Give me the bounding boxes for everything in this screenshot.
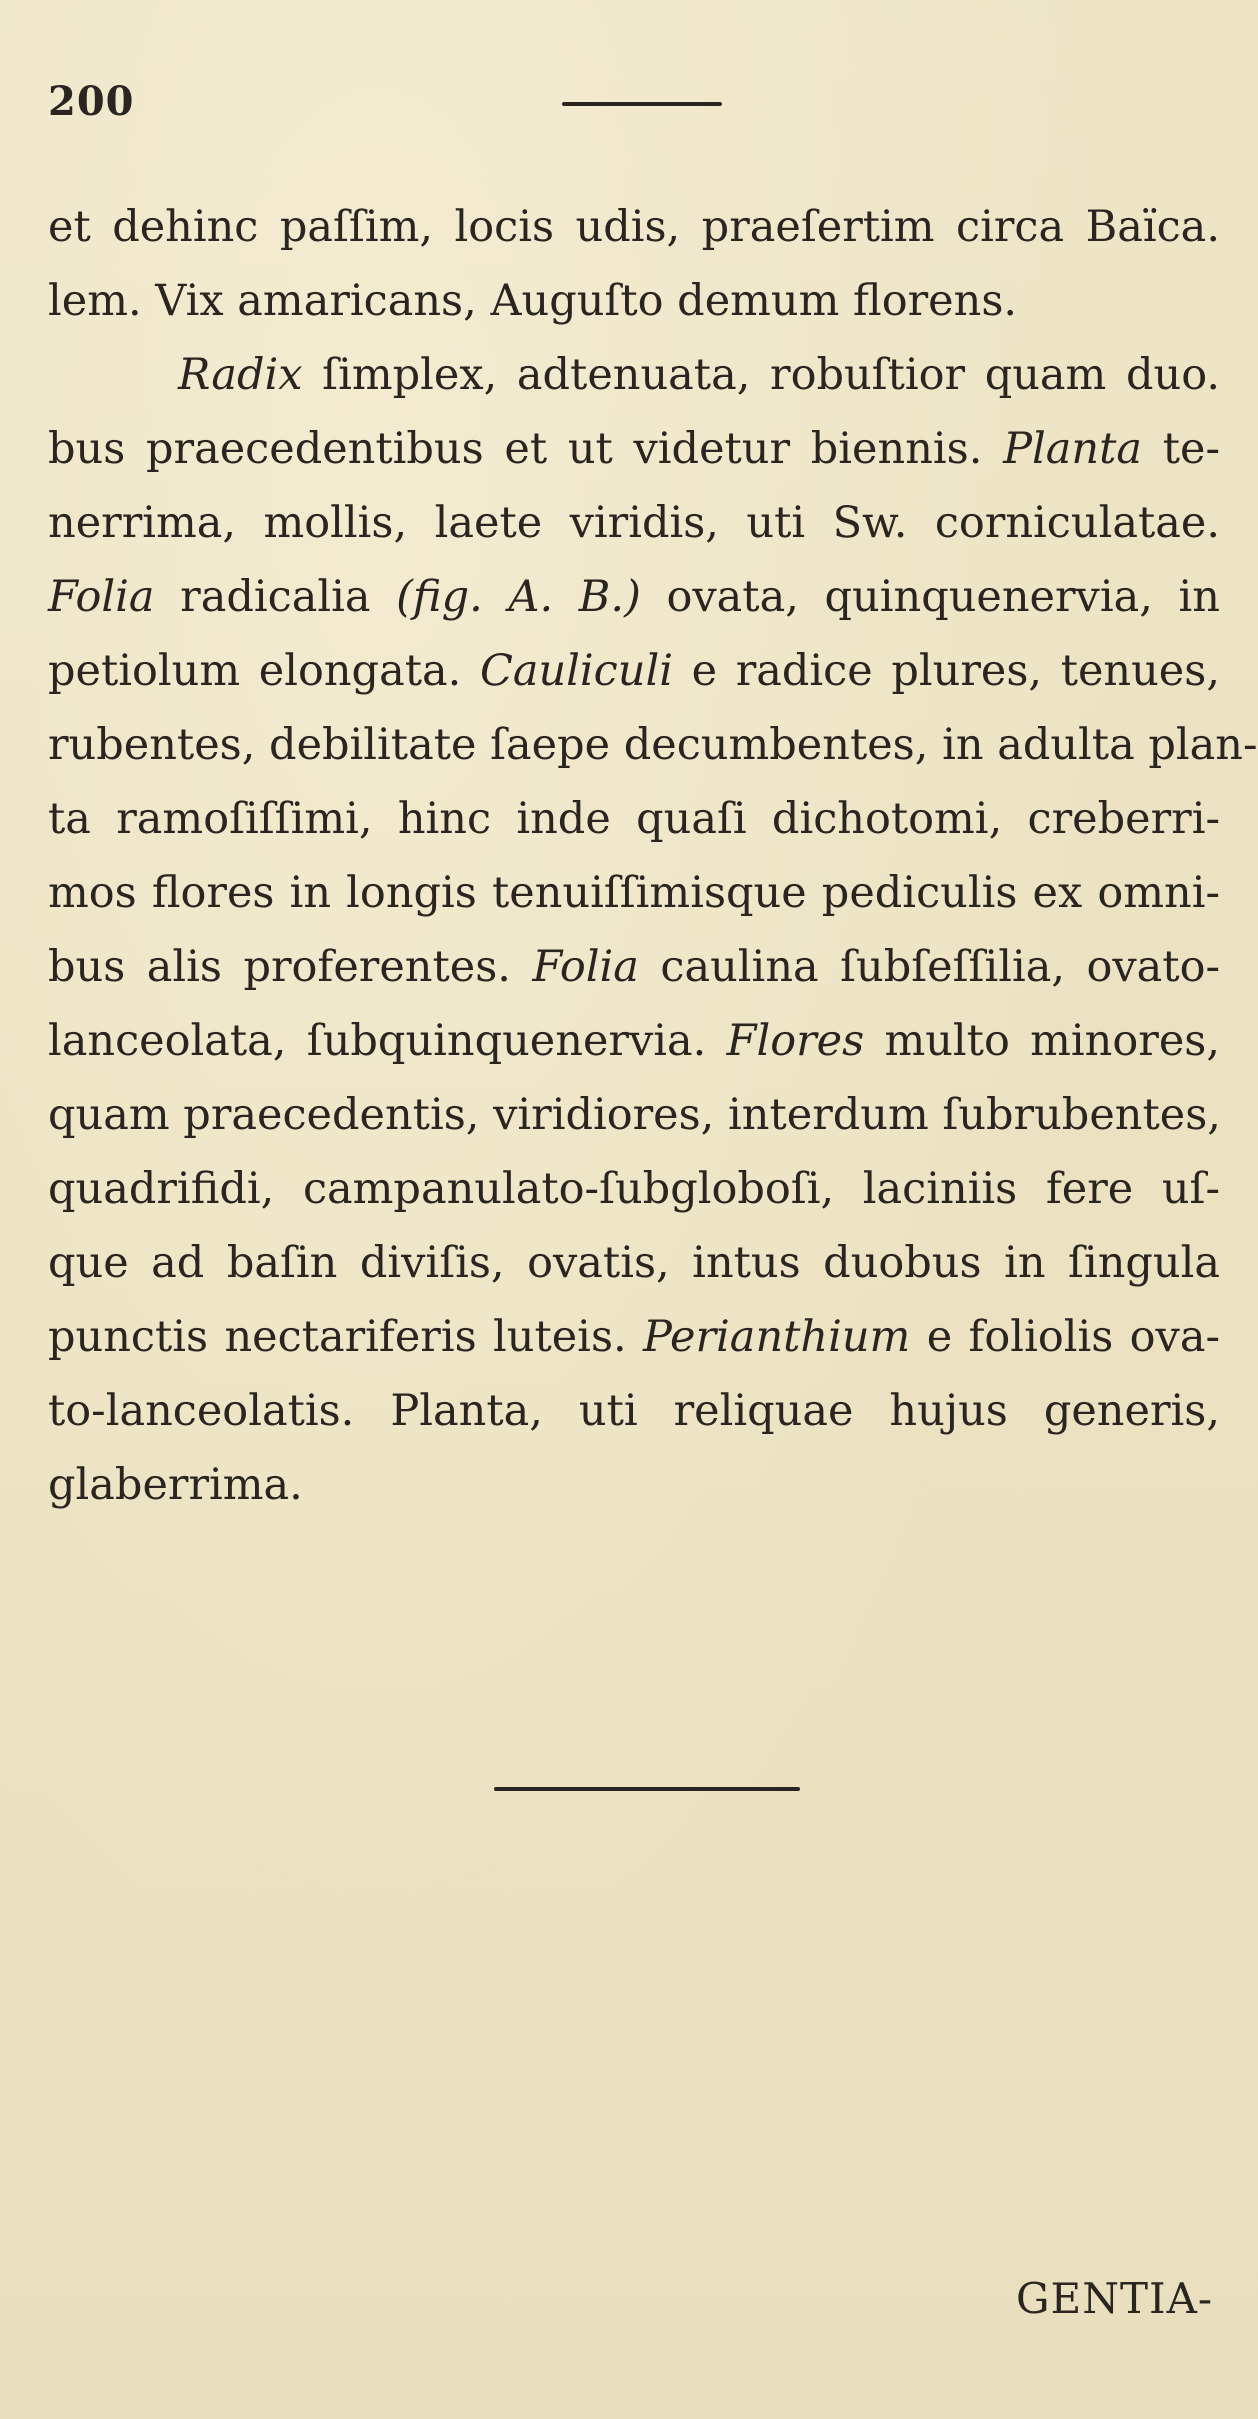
text-line bbox=[48, 412, 1220, 486]
text-segment: multo minores, bbox=[864, 1016, 1221, 1066]
catchword: GENTIA- bbox=[1016, 2274, 1214, 2323]
text-line bbox=[48, 1226, 1220, 1300]
italic-term: (fig. A. B.) bbox=[396, 572, 641, 622]
text-line bbox=[48, 1152, 1220, 1226]
text-line bbox=[48, 560, 1220, 634]
italic-term: Cauliculi bbox=[479, 646, 673, 696]
text-segment: et dehinc paſſim, locis udis, praeſertim circa Baïca. bbox=[48, 202, 1220, 252]
text-line bbox=[48, 1004, 1220, 1078]
text-segment: lanceolata, ſubquinquenervia. bbox=[48, 1016, 727, 1066]
italic-term: Folia bbox=[48, 572, 155, 622]
italic-term: Folia bbox=[532, 942, 639, 992]
text-segment: que ad baſin diviſis, ovatis, intus duobus in ſingula bbox=[48, 1238, 1220, 1288]
text-line bbox=[48, 486, 1220, 560]
text-line bbox=[48, 338, 1220, 412]
text-segment: lem. Vix amaricans, Auguſto demum florens. bbox=[48, 276, 1018, 326]
text-segment: to-lanceolatis. Planta, uti reliquae hujus generis, bbox=[48, 1386, 1220, 1436]
text-segment: e foliolis ova- bbox=[910, 1312, 1220, 1362]
text-line bbox=[48, 1078, 1220, 1152]
text-segment: quadrifidi, campanulato-ſubgloboſi, laciniis fere uſ- bbox=[48, 1164, 1220, 1214]
text-line bbox=[48, 190, 1220, 264]
text-line bbox=[48, 1448, 1220, 1522]
end-rule bbox=[494, 1787, 800, 1791]
italic-term: Perianthium bbox=[643, 1312, 911, 1362]
text-line bbox=[48, 930, 1220, 1004]
text-line bbox=[48, 708, 1258, 782]
text-line bbox=[48, 634, 1220, 708]
text-segment: bus alis proferentes. bbox=[48, 942, 533, 992]
text-line bbox=[48, 264, 1220, 338]
text-segment: glaberrima. bbox=[48, 1460, 303, 1510]
text-segment: rubentes, debilitate ſaepe decumbentes, in adulta plan- bbox=[48, 720, 1258, 770]
text-segment: punctis nectariferis luteis. bbox=[48, 1312, 644, 1362]
page-number: 200 bbox=[48, 78, 135, 125]
text-segment: nerrima, mollis, laete viridis, uti Sw. corniculatae. bbox=[48, 498, 1220, 548]
text-segment: quam praecedentis, viridiores, interdum ſubrubentes, bbox=[48, 1090, 1221, 1140]
text-segment: te- bbox=[1142, 424, 1220, 474]
text-segment: petiolum elongata. bbox=[48, 646, 480, 696]
italic-term: Radix bbox=[178, 350, 303, 400]
text-segment: radicalia bbox=[154, 572, 397, 622]
text-line bbox=[48, 1374, 1220, 1448]
text-segment: mos flores in longis tenuiſſimisque pediculis ex omni- bbox=[48, 868, 1220, 918]
header-rule bbox=[562, 102, 722, 106]
text-segment: ovata, quinquenervia, in bbox=[640, 572, 1220, 622]
text-segment: bus praecedentibus et ut videtur biennis. bbox=[48, 424, 1004, 474]
body-text bbox=[48, 190, 1258, 1522]
text-segment: e radice plures, tenues, bbox=[672, 646, 1220, 696]
text-line bbox=[48, 782, 1220, 856]
text-segment: ta ramoſiſſimi, hinc inde quaſi dichotomi, creberri- bbox=[48, 794, 1220, 844]
text-line bbox=[48, 856, 1220, 930]
text-segment: caulina ſubſeſſilia, ovato- bbox=[638, 942, 1220, 992]
text-segment: ſimplex, adtenuata, robuſtior quam duo. bbox=[302, 350, 1220, 400]
text-line bbox=[48, 1300, 1220, 1374]
italic-term: Flores bbox=[726, 1016, 865, 1066]
italic-term: Planta bbox=[1003, 424, 1143, 474]
